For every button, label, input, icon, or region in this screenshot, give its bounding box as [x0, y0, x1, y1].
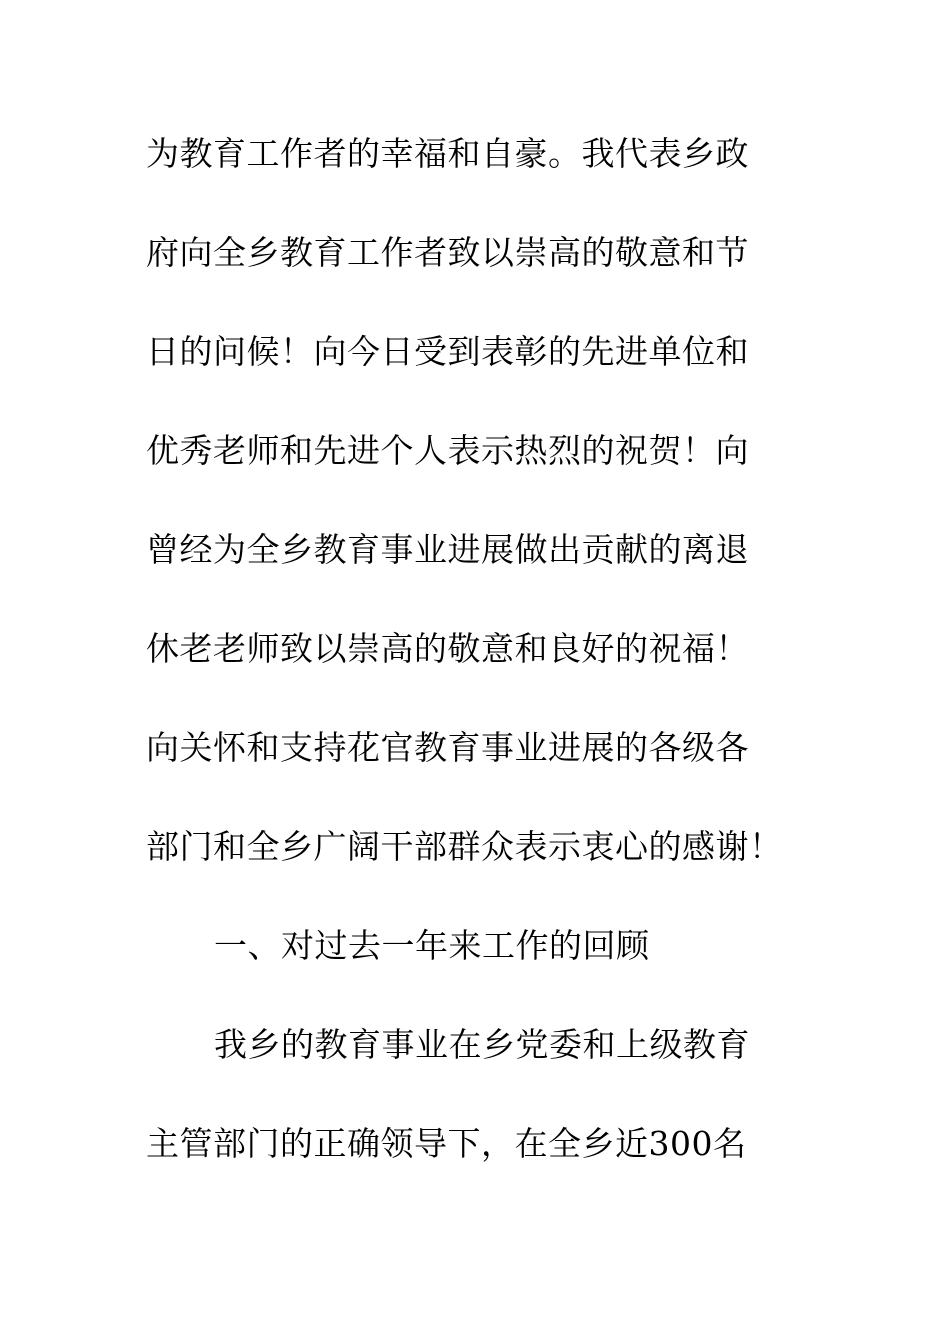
section-heading: 一、对过去一年来工作的回顾 [214, 926, 650, 965]
text-line-2: 府向全乡教育工作者致以崇高的敬意和节 [146, 233, 749, 272]
paragraph-start: 我乡的教育事业在乡党委和上级教育 [214, 1025, 750, 1064]
text-line-5: 曾经为全乡教育事业进展做出贡献的离退 [146, 530, 749, 569]
text-line-3: 日的问候！向今日受到表彰的先进单位和 [146, 332, 749, 371]
text-line-6: 休老老师致以崇高的敬意和良好的祝福！ [146, 629, 749, 668]
text-line-1: 为教育工作者的幸福和自豪。我代表乡政 [146, 134, 749, 173]
text-line-8: 部门和全乡广阔干部群众表示衷心的感谢！ [146, 827, 783, 866]
text-line-7: 向关怀和支持花官教育事业进展的各级各 [146, 728, 749, 767]
text-line-11: 主管部门的正确领导下，在全乡近300名 [146, 1124, 747, 1163]
text-line-4: 优秀老师和先进个人表示热烈的祝贺！向 [146, 431, 749, 470]
